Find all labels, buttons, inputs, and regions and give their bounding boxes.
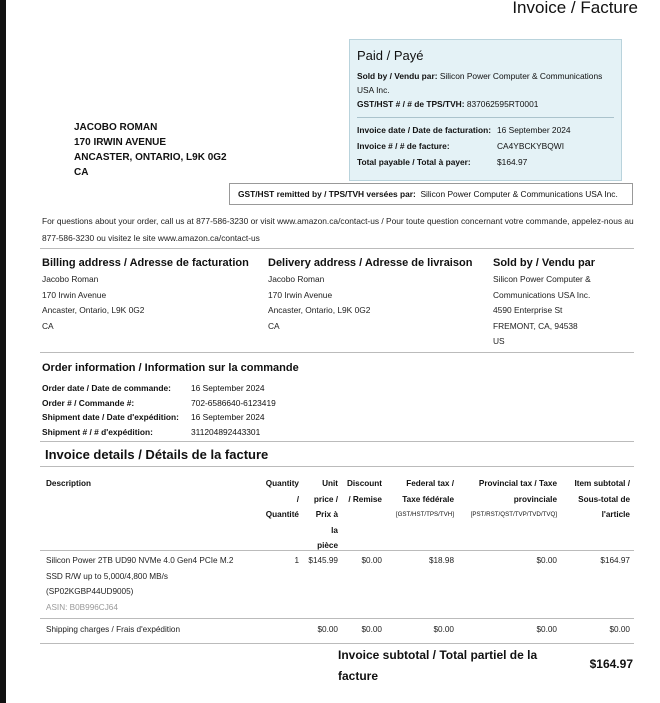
delivery-line: Ancaster, Ontario, L9K 0G2 — [268, 305, 371, 315]
recipient-address — [74, 120, 227, 180]
col-provincial-tax: Provincial tax / Taxe provinciale [PST/RST/QST/TVP/TVD/TVQ] — [470, 479, 557, 518]
payment-summary-box — [349, 39, 622, 181]
col-federal-tax: Federal tax / Taxe fédérale [GST/HST/TPS/TVH] — [395, 479, 454, 518]
seller-value: Silicon Power Computer & Communications USA Inc. — [357, 71, 603, 95]
delivery-heading: Delivery address / Adresse de livraison — [268, 257, 473, 269]
paid-status: Paid / Payé — [357, 48, 424, 63]
divider — [40, 248, 634, 249]
recipient-city: ANCASTER, ONTARIO, L9K 0G2 — [74, 152, 227, 163]
total-payable-row — [357, 154, 614, 170]
invoice-date-label: Invoice date / Date de facturation: — [357, 125, 492, 135]
shipping-federal-tax: $0.00 — [433, 625, 454, 634]
shipping-subtotal: $0.00 — [609, 625, 630, 634]
gst-remitted-value: Silicon Power Computer & Communications USA Inc. — [420, 189, 618, 199]
invoice-number-value: CA4YBCKYBQWI — [497, 141, 565, 151]
invoice-subtotal-value: $164.97 — [589, 657, 633, 671]
col-item-subtotal: Item subtotal / Sous-total de l'article — [574, 479, 630, 519]
soldby-line: US — [493, 336, 505, 346]
delivery-line: Jacobo Roman — [268, 274, 325, 284]
item-asin: ASIN: B0B996CJ64 — [46, 602, 118, 612]
item-unit-price: $145.99 — [308, 556, 338, 565]
recipient-country: CA — [74, 167, 89, 178]
delivery-address — [268, 255, 488, 334]
divider — [40, 550, 634, 551]
contact-note: For questions about your order, call us at 877-586-3230 or visit www.amazon.ca/contact-us / Pour toute question concernant votre commande, appelez-nous au 877-586-3230 ou visitez le site www.amazon.ca/contact-us — [42, 216, 634, 243]
soldby-line: 4590 Enterprise St — [493, 305, 563, 315]
col-discount: Discount / Remise — [346, 479, 382, 504]
item-discount: $0.00 — [361, 556, 382, 565]
recipient-street: 170 IRWIN AVENUE — [74, 137, 167, 148]
order-value: 702-6586640-6123419 — [191, 397, 276, 408]
billing-line: 170 Irwin Avenue — [42, 289, 107, 300]
order-info — [42, 381, 276, 439]
billing-line: Jacobo Roman — [42, 274, 99, 284]
seller-address — [493, 255, 623, 350]
shipping-discount: $0.00 — [361, 625, 382, 634]
item-quantity: 1 — [294, 556, 299, 565]
soldby-line: Silicon Power Computer & — [493, 274, 591, 284]
item-provincial-tax: $0.00 — [536, 556, 557, 565]
invoice-details-heading: Invoice details / Détails de la facture — [45, 447, 269, 462]
gst-remitted-label: GST/HST remitted by / TPS/TVH versées par: — [238, 189, 416, 199]
total-payable-label: Total payable / Total à payer: — [357, 157, 471, 167]
recipient-name: JACOBO ROMAN — [74, 122, 158, 133]
order-row — [42, 381, 276, 396]
shipping-unit-price: $0.00 — [317, 625, 338, 634]
gst-line — [357, 97, 614, 111]
invoice-number-row — [357, 138, 614, 154]
divider — [40, 618, 634, 619]
order-info-heading: Order information / Information sur la commande — [42, 362, 299, 374]
divider — [40, 352, 634, 353]
invoice-number-label: Invoice # / # de facture: — [357, 141, 450, 151]
billing-address — [42, 255, 262, 334]
order-value: 311204892443301 — [191, 426, 261, 437]
order-label: Shipment date / Date d'expédition: — [42, 412, 179, 422]
order-value: 16 September 2024 — [191, 412, 265, 422]
col-description: Description — [46, 479, 92, 488]
page-edge-bar — [0, 0, 6, 703]
order-label: Order # / Commande #: — [42, 397, 135, 408]
divider — [40, 441, 634, 442]
billing-line: CA — [42, 320, 54, 331]
order-label: Shipment # / # d'expédition: — [42, 426, 153, 437]
order-value: 16 September 2024 — [191, 383, 265, 393]
invoice-subtotal-label: Invoice subtotal / Total partiel de la facture — [338, 648, 538, 683]
gst-label: GST/HST # / # de TPS/TVH: — [357, 99, 465, 109]
order-label: Order date / Date de commande: — [42, 383, 171, 393]
soldby-line: Communications USA Inc. — [493, 289, 591, 300]
order-row — [42, 425, 276, 440]
order-row — [42, 410, 276, 425]
billing-line: Ancaster, Ontario, L9K 0G2 — [42, 305, 145, 315]
invoice-date-value: 16 September 2024 — [497, 125, 571, 135]
divider — [40, 643, 634, 644]
delivery-line: 170 Irwin Avenue — [268, 289, 333, 300]
summary-divider — [357, 117, 614, 118]
shipping-provincial-tax: $0.00 — [536, 625, 557, 634]
billing-heading: Billing address / Adresse de facturation — [42, 257, 249, 269]
item-federal-tax: $18.98 — [428, 556, 454, 565]
seller-label: Sold by / Vendu par: — [357, 71, 438, 81]
delivery-line: CA — [268, 320, 280, 331]
item-subtotal: $164.97 — [600, 556, 630, 565]
seller-line — [357, 69, 614, 97]
invoice-date-row — [357, 122, 614, 138]
gst-value: 837062595RT0001 — [466, 99, 539, 109]
col-quantity: Quantity / Quantité — [265, 479, 299, 519]
total-payable-value: $164.97 — [497, 157, 528, 167]
order-row — [42, 396, 276, 411]
document-title: Invoice / Facture — [512, 0, 638, 17]
col-unit-price: Unit price / Prix à la pièce — [313, 479, 338, 550]
soldby-heading: Sold by / Vendu par — [493, 257, 596, 269]
gst-remitted-box — [229, 183, 633, 205]
shipping-description: Shipping charges / Frais d'expédition — [46, 625, 181, 634]
soldby-line: FREMONT, CA, 94538 — [493, 320, 578, 331]
item-description: Silicon Power 2TB UD90 NVMe 4.0 Gen4 PCIe M.2 SSD R/W up to 5,000/4,800 MB/s (SP02KGBP44UD9005) ASIN: B0B996CJ64 — [46, 553, 256, 615]
divider — [40, 466, 634, 467]
